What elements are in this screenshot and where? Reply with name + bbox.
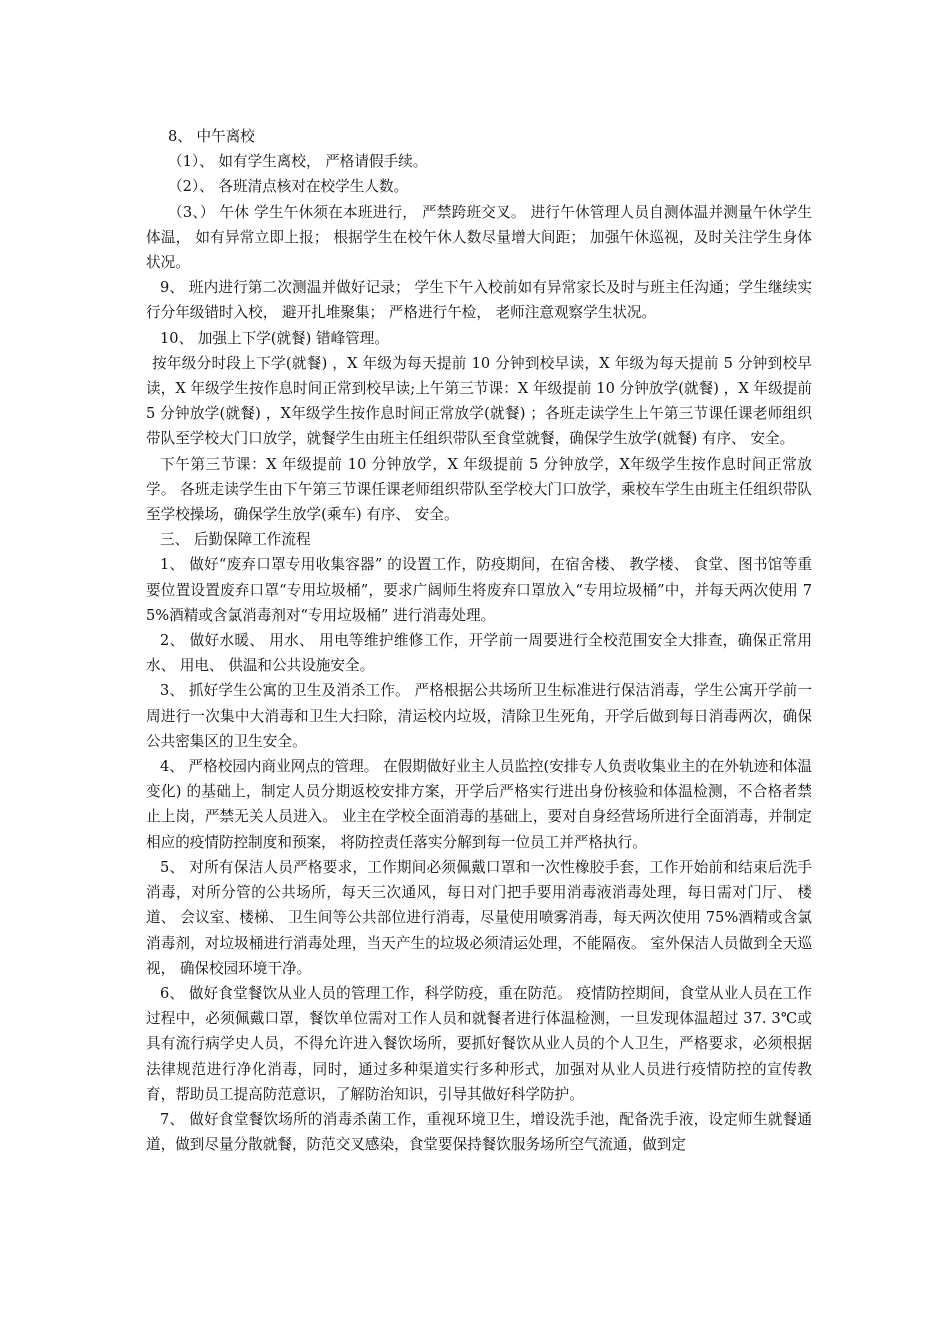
paragraph-item: （3、） 午休 学生午休须在本班进行， 严禁跨班交叉。 进行午休管理人员自测体温并测量午休学生体温， 如有异常立即上报； 根据学生在校午休人数尽量增大间距； 加强午休巡视，及时关注学生身体状况。 bbox=[146, 203, 812, 272]
paragraph-item: （2）、 各班清点核对在校学生人数。 bbox=[168, 178, 409, 196]
paragraph-item: 4、 严格校园内商业网点的管理。 在假期做好业主人员监控(安排专人负责收集业主的在外轨迹和体温变化) 的基础上，制定人员分期返校安排方案，开学后严格实行进出身份核验和体温检测，不合格者禁止上岗，严禁无关人员进入。 业主在学校全面消毒的基础上，要对自身经营场所进行全面消毒，并制定相应的疫情防控制度和预案， 将防控责任落实分解到每一位员工并严格执行。 bbox=[146, 758, 812, 851]
paragraph-item: 5、 对所有保洁人员严格要求，工作期间必须佩戴口罩和一次性橡胶手套，工作开始前和结束后洗手消毒，对所分管的公共场所，每天三次通风，每日对门把手要用消毒液消毒处理，每日需对门厅、 楼道、 会议室、楼梯、 卫生间等公共部位进行消毒，尽量使用喷雾消毒，每天两次使用 75%酒精或含氯消毒剂，对垃圾桶进行消毒处理，当天产生的垃圾必须清运处理，不能隔夜。 室外保洁人员做到全天巡视， 确保校园环境干净。 bbox=[146, 858, 812, 977]
paragraph-item: 按年级分时段上下学(就餐) ，X 年级为每天提前 10 分钟到校早读，X 年级为每天提前 5 分钟到校早读，X 年级学生按作息时间正常到校早读;上午第三节课：X 年级提前 10 分钟放学(就餐) ，X 年级提前 5 分钟放学(就餐) ，X年级学生按作息时间正常放学(就餐) ；各班走读学生上午第三节课任课老师组织带队至学校大门口放学，就餐学生由班主任组织带队至食堂就餐，确保学生放学(就餐) 有序、 安全。 bbox=[146, 354, 812, 448]
paragraph-item: 下午第三节课：X 年级提前 10 分钟放学，X 年级提前 5 分钟放学，X年级学生按作息时间正常放学。 各班走读学生由下午第三节课任课老师组织带队至学校大门口放学，乘校车学生由班主任组织带队至学校操场，确保学生放学(乘车) 有序、 安全。 bbox=[146, 455, 812, 524]
document-body bbox=[146, 124, 812, 1157]
paragraph-item: 2、 做好水暖、 用水、 用电等维护维修工作，开学前一周要进行全校范围安全大排查，确保正常用水、 用电、 供温和公共设施安全。 bbox=[146, 632, 812, 675]
section-heading-logistics: 三、 后勤保障工作流程 bbox=[160, 531, 311, 549]
paragraph-item: 9、 班内进行第二次测温并做好记录； 学生下午入校前如有异常家长及时与班主任沟通；学生继续实行分年级错时入校， 避开扎堆聚集； 严格进行午检， 老师注意观察学生状况。 bbox=[146, 279, 812, 322]
section-heading-noon-leave: 8、 中午离校 bbox=[168, 128, 255, 145]
paragraph-item: （1）、 如有学生离校， 严格请假手续。 bbox=[168, 153, 428, 171]
paragraph-item: 10、 加强上下学(就餐) 错峰管理。 bbox=[160, 329, 389, 347]
paragraph-item: 7、 做好食堂餐饮场所的消毒杀菌工作，重视环境卫生，增设洗手池，配备洗手液，设定师生就餐通道，做到尽量分散就餐，防范交叉感染，食堂要保持餐饮服务场所空气流通，做到定 bbox=[146, 1110, 812, 1154]
paragraph-item: 1、 做好“废弃口罩专用收集容器” 的设置工作，防疫期间，在宿舍楼、 教学楼、 食堂、图书馆等重要位置设置废弃口罩“专用垃圾桶”，要求广阔师生将废弃口罩放入“专用垃圾桶”中，并每天两次使用 75%酒精或含氯消毒剂对“专用垃圾桶” 进行消毒处理。 bbox=[146, 556, 812, 624]
paragraph-item: 6、 做好食堂餐饮从业人员的管理工作，科学防疫，重在防范。 疫情防控期间，食堂从业人员在工作过程中，必须佩戴口罩，餐饮单位需对工作人员和就餐者进行体温检测，一旦发现体温超过 37. 3℃或具有流行病学史人员，不得允许进入餐饮场所，要抓好餐饮从业人员的个人卫生，严格要求，必须根据法律规范进行净化消毒，同时，通过多种渠道实行多种形式，加强对从业人员进行疫情防控的宣传教育，帮助员工提高防范意识，了解防治知识，引导其做好科学防护。 bbox=[146, 984, 812, 1103]
paragraph-item: 3、 抓好学生公寓的卫生及消杀工作。 严格根据公共场所卫生标准进行保洁消毒，学生公寓开学前一周进行一次集中大消毒和卫生大扫除，清运校内垃圾，清除卫生死角，开学后做到每日消毒两次，确保公共密集区的卫生安全。 bbox=[146, 682, 812, 750]
